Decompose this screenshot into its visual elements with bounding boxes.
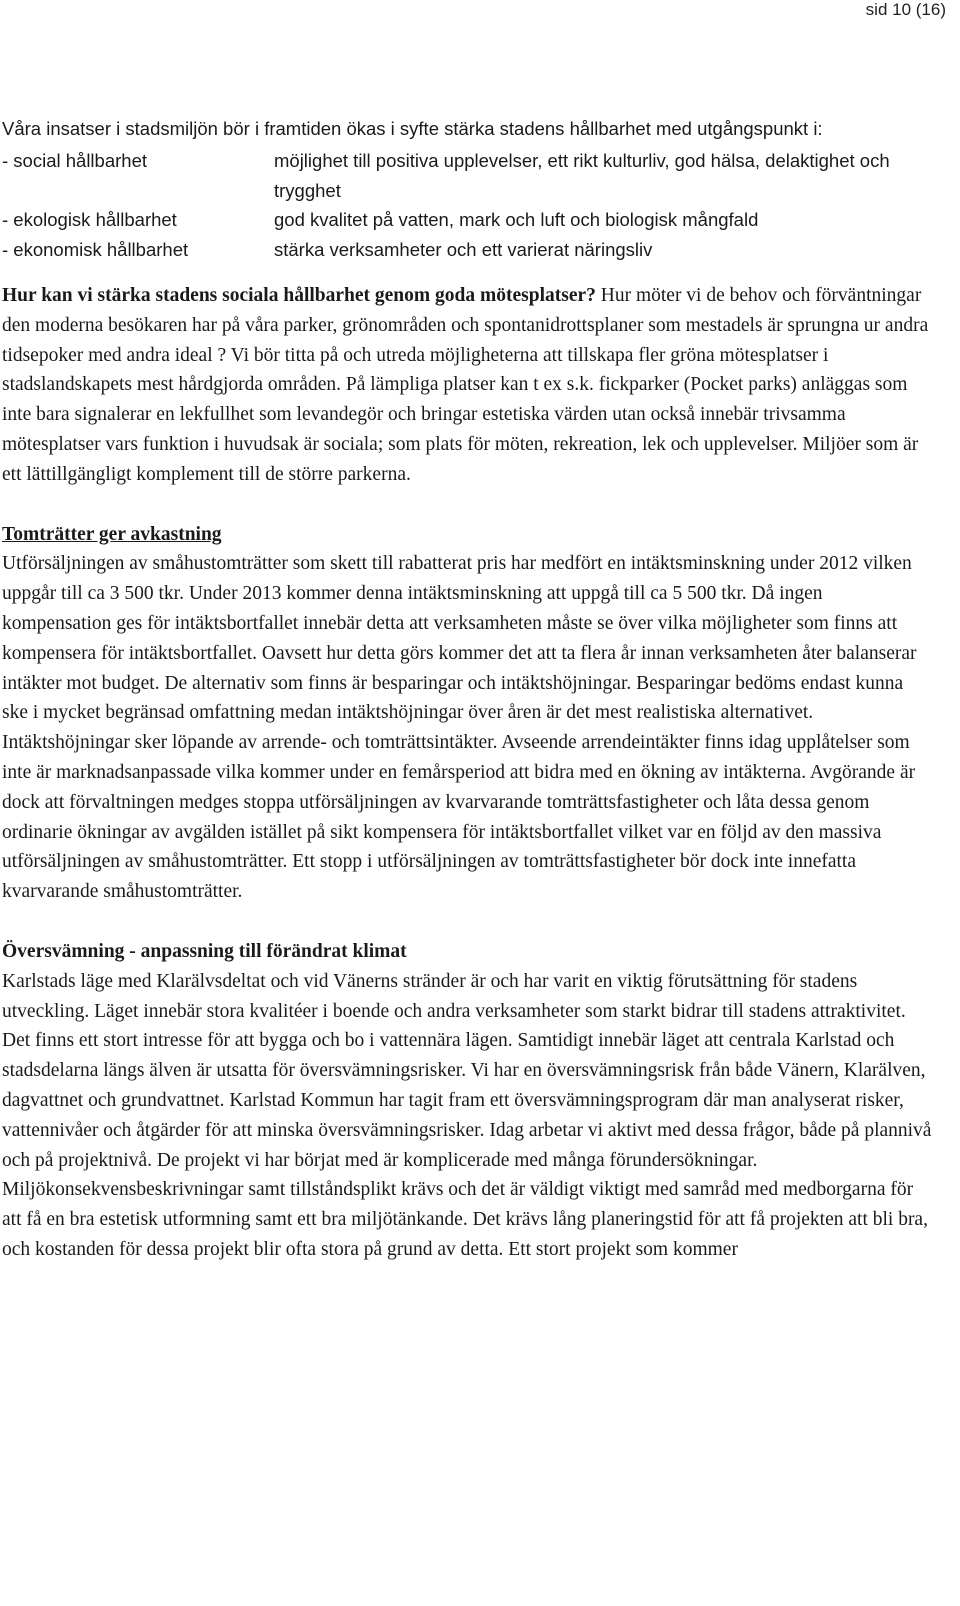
sustainability-list [2,146,932,265]
list-item [2,146,932,206]
section-body-oversvamning: Karlstads läge med Klarälvsdeltat och vid Vänerns stränder är och har varit en viktig förutsättning för stadens utveckling. Läget innebär stora kvalitéer i boende och andra verksamheter som starkt bidrar till stadens attraktivitet. Det finns ett stort intresse för att bygga och bo i vattennära lägen. Samtidigt innebär läget att centrala Karlstad och stadsdelarna längs älven är utsatta för översvämningsrisker. Vi har en översvämningsrisk från både Vänern, Klarälven, dagvattnet och grundvattnet. Karlstad Kommun har tagit fram ett översvämningsprogram där man analyserat risker, vattennivåer och åtgärder för att minska översvämningsrisker. Idag arbetar vi aktivt med dessa frågor, både på plannivå och på projektnivå. De projekt vi har börjat med är komplicerade med många förundersökningar. Miljökonsekvensbeskrivningar samt tillståndsplikt krävs och det är väldigt viktigt med samråd med medborgarna för att få en bra estetisk utformning samt ett bra miljötänkande. Det krävs lång planeringstid för att få projekten att bli bra, och kostanden för dessa projekt blir ofta stora på grund av detta. Ett stort projekt som kommer [2,970,932,1260]
document-body [2,114,932,1265]
list-item-term: - ekonomisk hållbarhet [2,239,189,261]
list-item [2,205,932,235]
section-heading-tomtratter: Tomträtter ger avkastning [2,523,222,545]
list-item-desc: möjlighet till positiva upplevelser, ett rikt kulturliv, god hälsa, delaktighet och trygghet [274,149,890,201]
list-item-desc: god kvalitet på vatten, mark och luft och biologisk mångfald [274,209,759,231]
section-heading-oversvamning: Översvämning - anpassning till förändrat klimat [2,940,407,962]
list-item-desc: stärka verksamheter och ett varierat näringsliv [274,239,653,261]
page-number: sid 10 (16) [865,0,946,19]
paragraph-lead-question: Hur kan vi stärka stadens sociala hållbarhet genom goda mötesplatser? [2,284,596,306]
list-item [2,235,932,265]
intro-text: Våra insatser i stadsmiljön bör i framtiden ökas i syfte stärka stadens hållbarhet med utgångspunkt i: [2,118,823,139]
list-item-term: - social hållbarhet [2,149,147,171]
section-body-tomtratter: Utförsäljningen av småhustomträtter som skett till rabatterat pris har medfört en intäktsminskning under 2012 vilken uppgår till ca 3 500 tkr. Under 2013 kommer denna intäktsminskning att uppgå till ca 5 500 tkr. Då ingen kompensation ges för intäktsbortfallet innebär detta att verksamheten måste se över vilka möjligheter som finns att kompensera för intäktsbortfallet. Oavsett hur detta görs kommer det att ta flera år innan verksamheten åter balanserar intäkter mot budget. De alternativ som finns är besparingar och intäktshöjningar. Besparingar bedöms endast kunna ske i mycket begränsad omfattning medan intäktshöjningar över åren är det mest realistiska alternativet. Intäktshöjningar sker löpande av arrende- och tomträttsintäkter. Avseende arrendeintäkter finns idag upplåtelser som inte är marknadsanpassade vilka kommer under en femårsperiod att bidra med en ökning av intäkterna. Avgörande är dock att förvaltningen medges stoppa utförsäljningen av kvarvarande tomträttsfastigheter och låta dessa genom ordinarie ökningar av avgälden istället på sikt kompensera för intäktsbortfallet vilket var en följd av den massiva utförsäljningen av småhustomträtter. Ett stopp i utförsäljningen av tomträttsfastigheter bör dock inte innefatta kvarvarande småhustomträtter. [2,553,917,903]
list-item-term: - ekologisk hållbarhet [2,209,177,231]
paragraph-body: Hur möter vi de behov och förväntningar den moderna besökaren har på våra parker, grönområden och spontanidrottsplaner som mestadels är sprungna ur andra tidsepoker med andra ideal ? Vi bör titta på och utreda möjligheterna att tillskapa fler gröna mötesplatser i stadslandskapets mest hårdgjorda områden. På lämpliga platser kan t ex s.k. fickparker (Pocket parks) anläggas som inte bara signalerar en lekfullhet som levandegör och bringar estetiska värden utan också innebär trivsamma mötesplatser vars funktion i huvudsak är sociala; som plats för möten, rekreation, lek och upplevelser. Miljöer som är ett lättillgängligt komplement till de större parkerna. [2,284,929,485]
meeting-places-paragraph [2,281,932,490]
